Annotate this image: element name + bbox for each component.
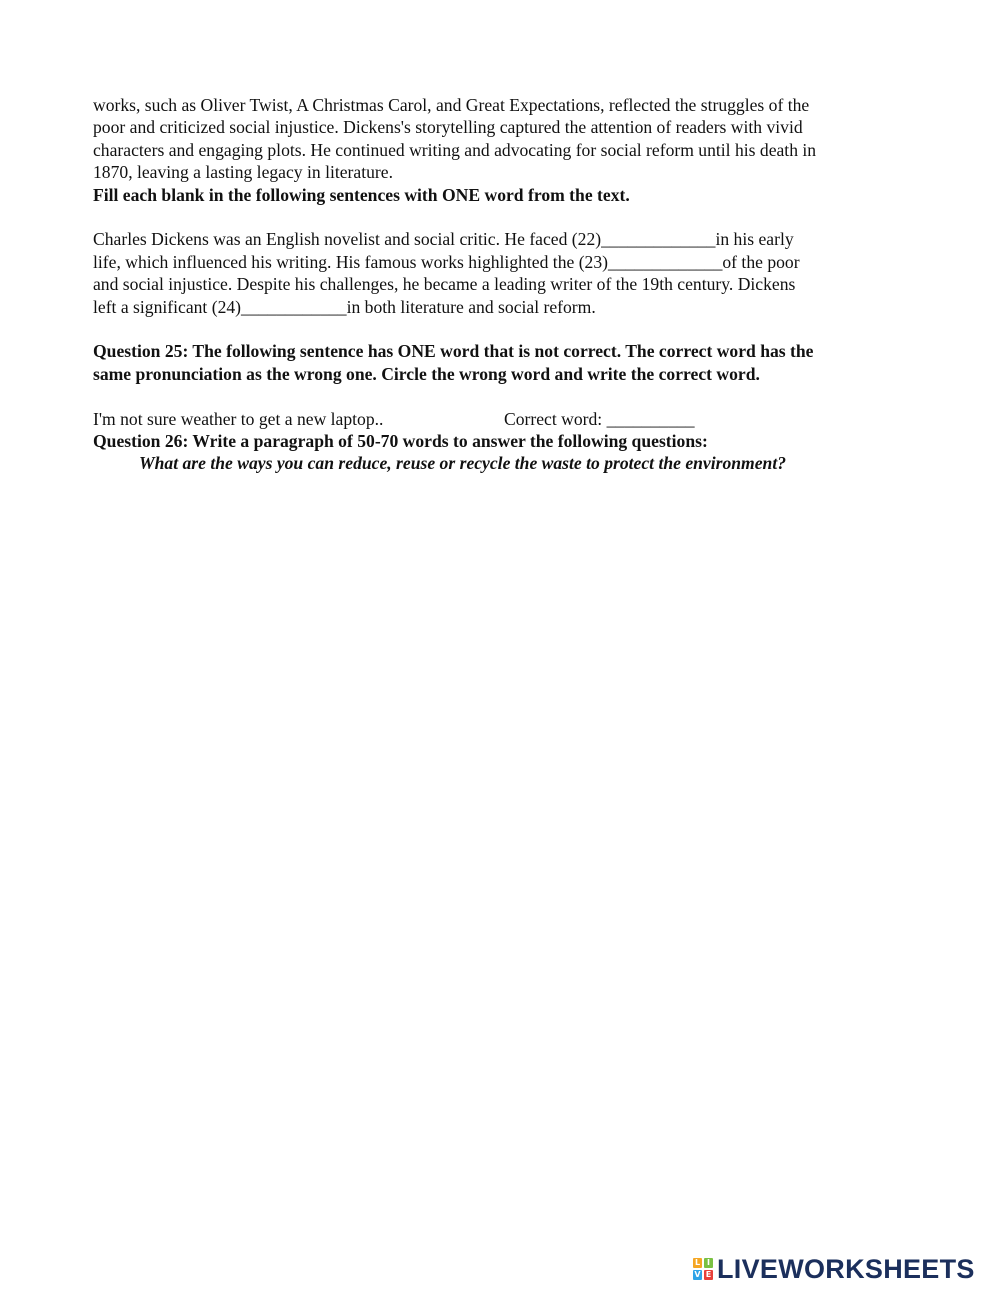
question-26-heading: Question 26: Write a paragraph of 50-70 words to answer the following questions: [93, 431, 708, 452]
summary-text: in both literature and social reform. [346, 296, 596, 317]
passage-line: works, such as Oliver Twist, A Christmas Carol, and Great Expectations, reflected the struggles of the [93, 95, 810, 115]
question-25-line: Question 25: The following sentence has ONE word that is not correct. The correct word has the [93, 341, 814, 362]
fill-blank-instruction: Fill each blank in the following sentences with ONE word from the text. [93, 184, 630, 205]
question-25-heading [93, 340, 913, 385]
passage-end [93, 94, 913, 184]
passage-line: 1870, leaving a lasting legacy in literature. [93, 162, 393, 183]
question-25-sentence[interactable]: I'm not sure weather to get a new laptop.. [93, 408, 384, 429]
correct-word-label: Correct word: [504, 408, 603, 429]
passage-line: characters and engaging plots. He continued writing and advocating for social reform until his death in [93, 139, 817, 160]
correct-word-field[interactable]: __________ [606, 408, 695, 429]
summary-text: of the poor [722, 251, 800, 272]
blank-24-field[interactable]: ____________ [241, 296, 347, 317]
spacer [93, 318, 913, 340]
summary-line-2 [93, 251, 913, 273]
question-26 [93, 430, 913, 475]
worksheet-page [93, 94, 913, 475]
liveworksheets-logo-text: LIVEWORKSHEETS [717, 1254, 975, 1284]
question-25-task [93, 408, 913, 430]
summary-line-3: and social injustice. Despite his challenges, he became a leading writer of the 19th century. Dickens [93, 274, 796, 295]
summary-line-1 [93, 228, 913, 250]
question-25-line: same pronunciation as the wrong one. Circle the wrong word and write the correct word. [93, 363, 760, 384]
liveworksheets-logo [693, 1256, 975, 1282]
question-26-prompt: What are the ways you can reduce, reuse or recycle the waste to protect the environment? [139, 453, 787, 474]
question-25-task-line [93, 408, 913, 430]
spacer [93, 206, 913, 228]
summary-text: left a significant (24) [93, 296, 242, 317]
passage-line: poor and criticized social injustice. Dickens's storytelling captured the attention of readers with vivid [93, 117, 803, 138]
summary-paragraph [93, 228, 913, 318]
summary-text: in his early [715, 229, 794, 250]
logo-mark-letter: L [694, 1258, 701, 1267]
logo-mark-letter: V [694, 1270, 701, 1279]
liveworksheets-logo-icon [693, 1258, 713, 1280]
spacer [93, 385, 913, 407]
logo-mark-letter: I [704, 1258, 713, 1268]
blank-23-field[interactable]: _____________ [608, 251, 723, 272]
logo-mark-letter: E [705, 1270, 712, 1279]
summary-line-4 [93, 296, 913, 318]
blank-22-field[interactable]: _____________ [601, 229, 716, 250]
summary-text: life, which influenced his writing. His famous works highlighted the (23) [93, 251, 609, 272]
summary-text: Charles Dickens was an English novelist and social critic. He faced (22) [93, 229, 602, 250]
